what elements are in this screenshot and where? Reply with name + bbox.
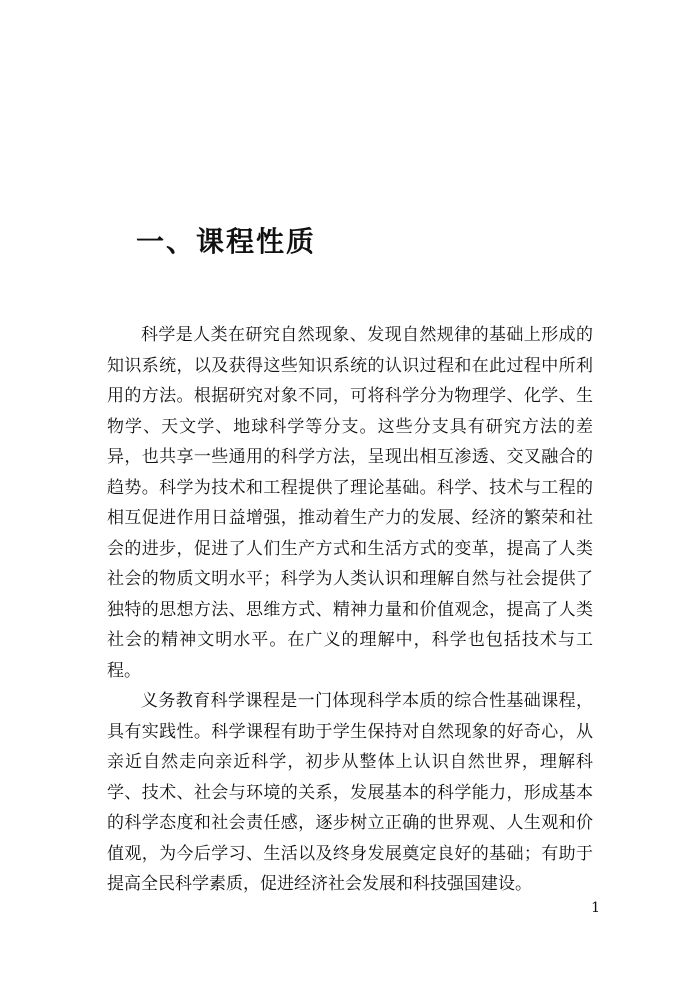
section-heading: 一、课程性质 — [136, 225, 317, 258]
paragraph-2: 义务教育科学课程是一门体现科学本质的综合性基础课程，具有实践性。科学课程有助于学生保持对自然现象的好奇心，从亲近自然走向亲近科学，初步从整体上认识自然世界，理解科学、技术、社会与环境的关系，发展基本的科学能力，形成基本的科学态度和社会责任感，逐步树立正确的世界观、人生观和价值观，为今后学习、生活以及终身发展奠定良好的基础；有助于提高全民科学素质，促进经济社会发展和科技强国建设。 — [107, 691, 593, 894]
body-text — [107, 320, 593, 900]
paragraph-1: 科学是人类在研究自然现象、发现自然规律的基础上形成的知识系统，以及获得这些知识系统的认识过程和在此过程中所利用的方法。根据研究对象不同，可将科学分为物理学、化学、生物学、天文学、地球科学等分支。这些分支具有研究方法的差异，也共享一些通用的科学方法，呈现出相互渗透、交叉融合的趋势。科学为技术和工程提供了理论基础。科学、技术与工程的相互促进作用日益增强，推动着生产力的发展、经济的繁荣和社会的进步，促进了人们生产方式和生活方式的变革，提高了人类社会的物质文明水平；科学为人类认识和理解自然与社会提供了独特的思想方法、思维方式、精神力量和价值观念，提高了人类社会的精神文明水平。在广义的理解中，科学也包括技术与工程。 — [107, 325, 593, 681]
page-number: 1 — [591, 900, 600, 916]
